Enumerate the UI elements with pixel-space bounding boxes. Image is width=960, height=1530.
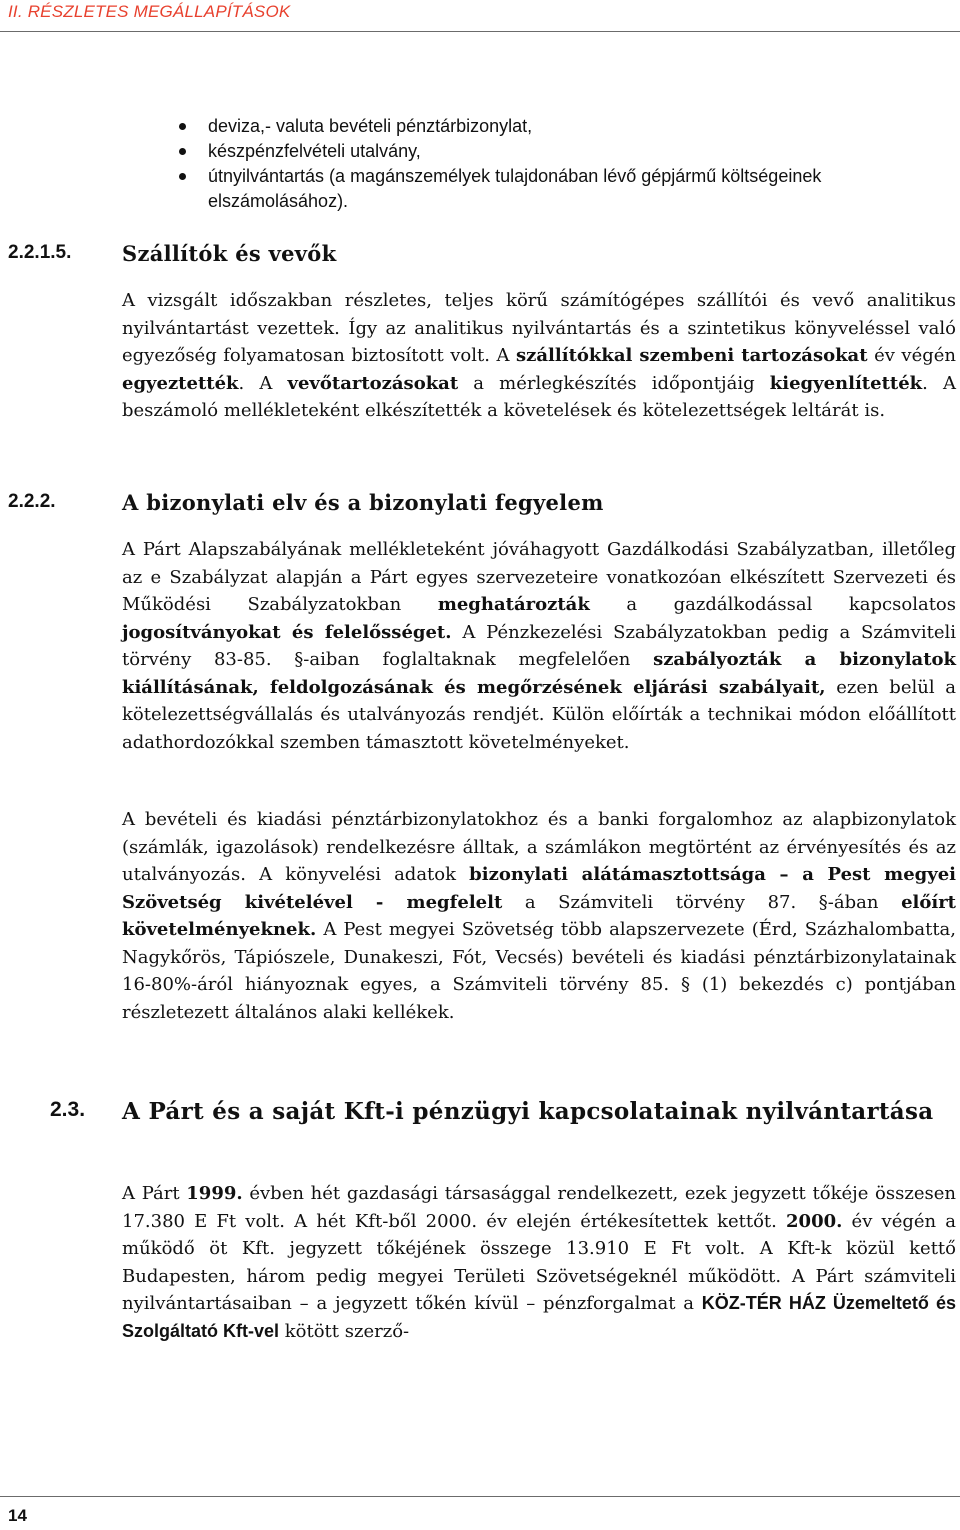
header-rule	[0, 31, 960, 32]
section-title: A bizonylati elv és a bizonylati fegyelem	[122, 490, 604, 515]
bullet-icon	[179, 173, 186, 180]
page-number: 14	[8, 1506, 27, 1525]
section-number: 2.2.1.5.	[8, 242, 72, 263]
section-title: Szállítók és vevők	[122, 241, 337, 266]
section-number: 2.2.2.	[8, 491, 56, 512]
list-item-text: készpénzfelvételi utalvány,	[208, 141, 421, 161]
footer-rule	[0, 1496, 960, 1497]
section-number: 2.3.	[50, 1098, 86, 1121]
bullet-icon	[179, 123, 186, 130]
section-title: A Párt és a saját Kft-i pénzügyi kapcsolatainak nyilvántartása	[122, 1098, 934, 1125]
running-header: II. RÉSZLETES MEGÁLLAPÍTÁSOK	[8, 2, 291, 21]
paragraph: A Párt Alapszabályának mellékleteként jóváhagyott Gazdálkodási Szabályzatban, illetőleg az e Szabályzat alapján a Párt egyes szervezeteire vonatkozóan elkészített Szervezeti és Működési Szabályzatokban meghatározták a gazdálkodással kapcsolatos jogosítványokat és felelősséget. A Pénzkezelési Szabályzatokban pedig a Számviteli törvény 83-85. §-aiban foglaltaknak megfelelően szabályozták a bizonylatok kiállításának, feldolgozásának és megőrzésének eljárási szabályait, ezen belül a kötelezettségvállalás és utalványozás rendjét. Külön előírták a technikai módon előállított adathordozókkal szemben támasztott követelményeket.	[122, 539, 957, 753]
paragraph: A vizsgált időszakban részletes, teljes körű számítógépes szállítói és vevő analitikus nyilvántartást vezettek. Így az analitikus nyilvántartás és a szintetikus könyveléssel való egyezőség folyamatosan biztosított volt. A szállítókkal szembeni tartozásokat év végén egyeztették. A vevőtartozásokat a mérlegkészítés időpontjáig kiegyenlítették. A beszámoló mellékleteként elkészítették a követelések és kötelezettségek leltárát is.	[122, 290, 957, 421]
list-item	[208, 164, 958, 214]
list-item	[208, 114, 958, 139]
list-item-text: útnyilvántartás (a magánszemélyek tulajdonában lévő gépjármű költségeinek elszámolásához).	[208, 166, 822, 211]
list-item-text: deviza,- valuta bevételi pénztárbizonylat,	[208, 116, 533, 136]
bullet-list	[208, 114, 958, 214]
bullet-icon	[179, 148, 186, 155]
list-item	[208, 139, 958, 164]
paragraph: A Párt 1999. évben hét gazdasági társasággal rendelkezett, ezek jegyzett tőkéje összesen 17.380 E Ft volt. A hét Kft-ből 2000. év elején értékesítettek kettőt. 2000. év végén a működő öt Kft. jegyzett tőkéjének összege 13.910 E Ft volt. A Kft-k közül kettő Budapesten, három pedig megyei Területi Szövetségeknél működött. A Párt számviteli nyilvántartásaiban – a jegyzett tőkén kívül – pénzforgalmat a KÖZ-TÉR HÁZ Üzemeltető és Szolgáltató Kft-vel kötött szerző-	[122, 1183, 956, 1342]
paragraph: A bevételi és kiadási pénztárbizonylatokhoz és a banki forgalomhoz az alapbizonylatok (számlák, igazolások) rendelkezésre álltak, a számlákon megtörtént az érvényesítés és az utalványozás. A könyvelési adatok bizonylati alátámasztottsága – a Pest megyei Szövetség kivételével - megfelelt a Számviteli törvény 87. §-ában előírt követelményeknek. A Pest megyei Szövetség több alapszervezete (Érd, Százhalombatta, Nagykőrös, Tápiószele, Dunakeszi, Fót, Vecsés) bevételi és kiadási pénztárbizonylatainak 16-80%-áról hiányoznak egyes, a Számviteli törvény 85. § (1) bekezdés c) pontjában részletezett általános alaki kellékek.	[122, 809, 956, 1023]
